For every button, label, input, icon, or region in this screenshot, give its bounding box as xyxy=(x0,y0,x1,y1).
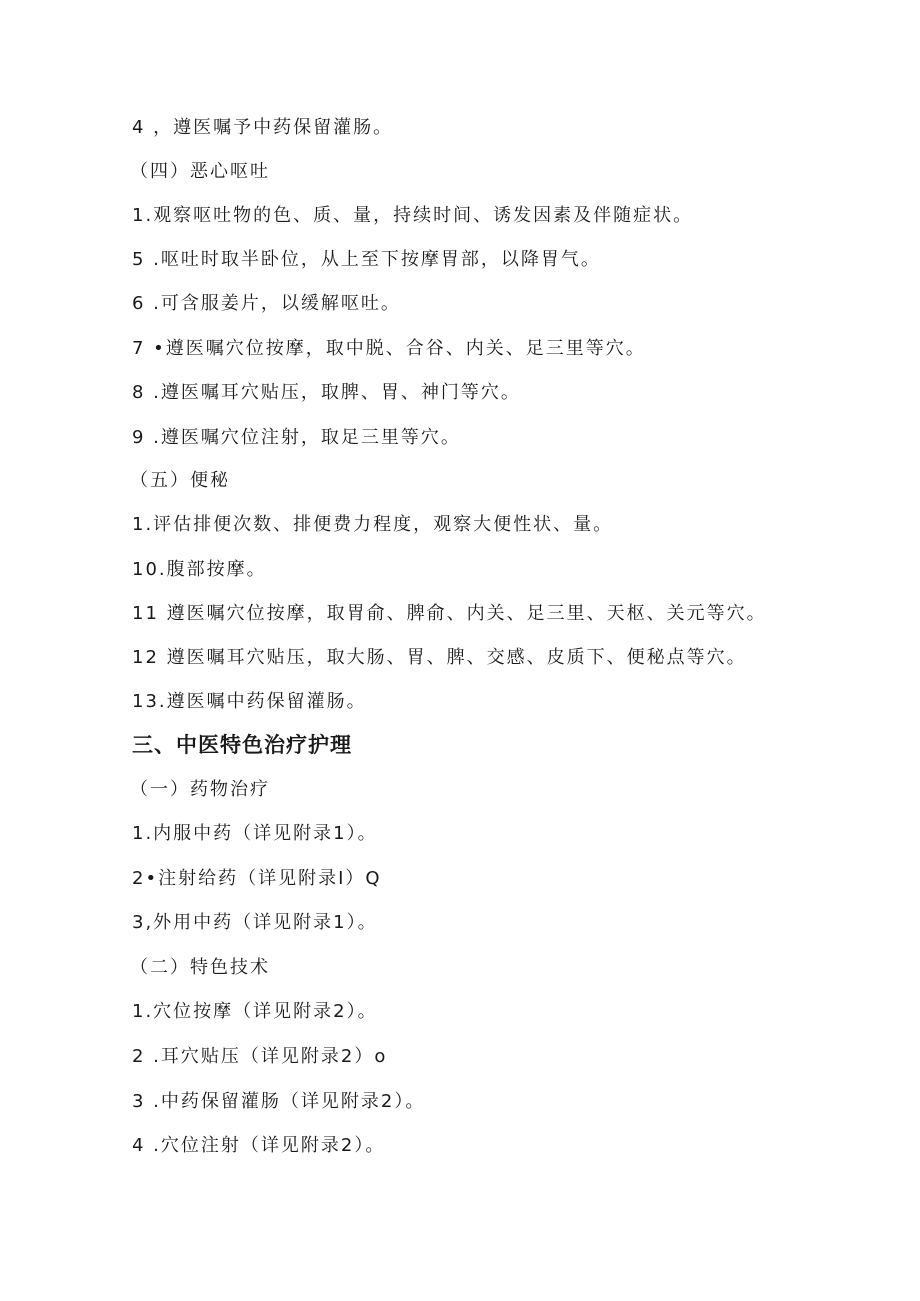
paragraph-line: 12 遵医嘱耳穴贴压，取大肠、胃、脾、交感、皮质下、便秘点等穴。 xyxy=(132,647,747,668)
paragraph-line: 1.穴位按摩（详见附录2）。 xyxy=(132,1001,378,1022)
paragraph-line: 9 .遵医嘱穴位注射，取足三里等穴。 xyxy=(132,427,461,448)
paragraph-line: 5 .呕吐时取半卧位，从上至下按摩胃部，以降胃气。 xyxy=(132,249,601,270)
subsection-heading: （二）特色技术 xyxy=(130,957,270,978)
subsection-heading: （五）便秘 xyxy=(130,470,230,491)
subsection-heading: （四）恶心呕吐 xyxy=(130,161,270,182)
paragraph-line: 8 .遵医嘱耳穴贴压，取脾、胃、神门等穴。 xyxy=(132,382,521,403)
paragraph-line: 7 •遵医嘱穴位按摩，取中脱、合谷、内关、足三里等穴。 xyxy=(132,338,646,359)
paragraph-line: 6 .可含服姜片，以缓解呕吐。 xyxy=(132,293,401,314)
paragraph-line: 4 ，遵医嘱予中药保留灌肠。 xyxy=(132,117,394,138)
paragraph-line: 13.遵医嘱中药保留灌肠。 xyxy=(132,691,367,712)
paragraph-line: 4 .穴位注射（详见附录2）。 xyxy=(132,1135,386,1156)
paragraph-line: 1.评估排便次数、排便费力程度，观察大便性状、量。 xyxy=(132,514,614,535)
subsection-heading: （一）药物治疗 xyxy=(130,779,270,800)
paragraph-line: 2•注射给药（详见附录I）Q xyxy=(132,868,382,889)
paragraph-line: 3 .中药保留灌肠（详见附录2）。 xyxy=(132,1091,426,1112)
paragraph-line: 10.腹部按摩。 xyxy=(132,559,267,580)
section-heading: 三、中医特色治疗护理 xyxy=(132,733,352,757)
paragraph-line: 3,外用中药（详见附录1）。 xyxy=(132,912,378,933)
paragraph-line: 2 .耳穴贴压（详见附录2）o xyxy=(132,1046,388,1067)
paragraph-line: 1.内服中药（详见附录1）。 xyxy=(132,823,378,844)
paragraph-line: 1.观察呕吐物的色、质、量，持续时间、诱发因素及伴随症状。 xyxy=(132,205,694,226)
paragraph-line: 11 遵医嘱穴位按摩，取胃俞、脾俞、内关、足三里、天枢、关元等穴。 xyxy=(132,603,767,624)
